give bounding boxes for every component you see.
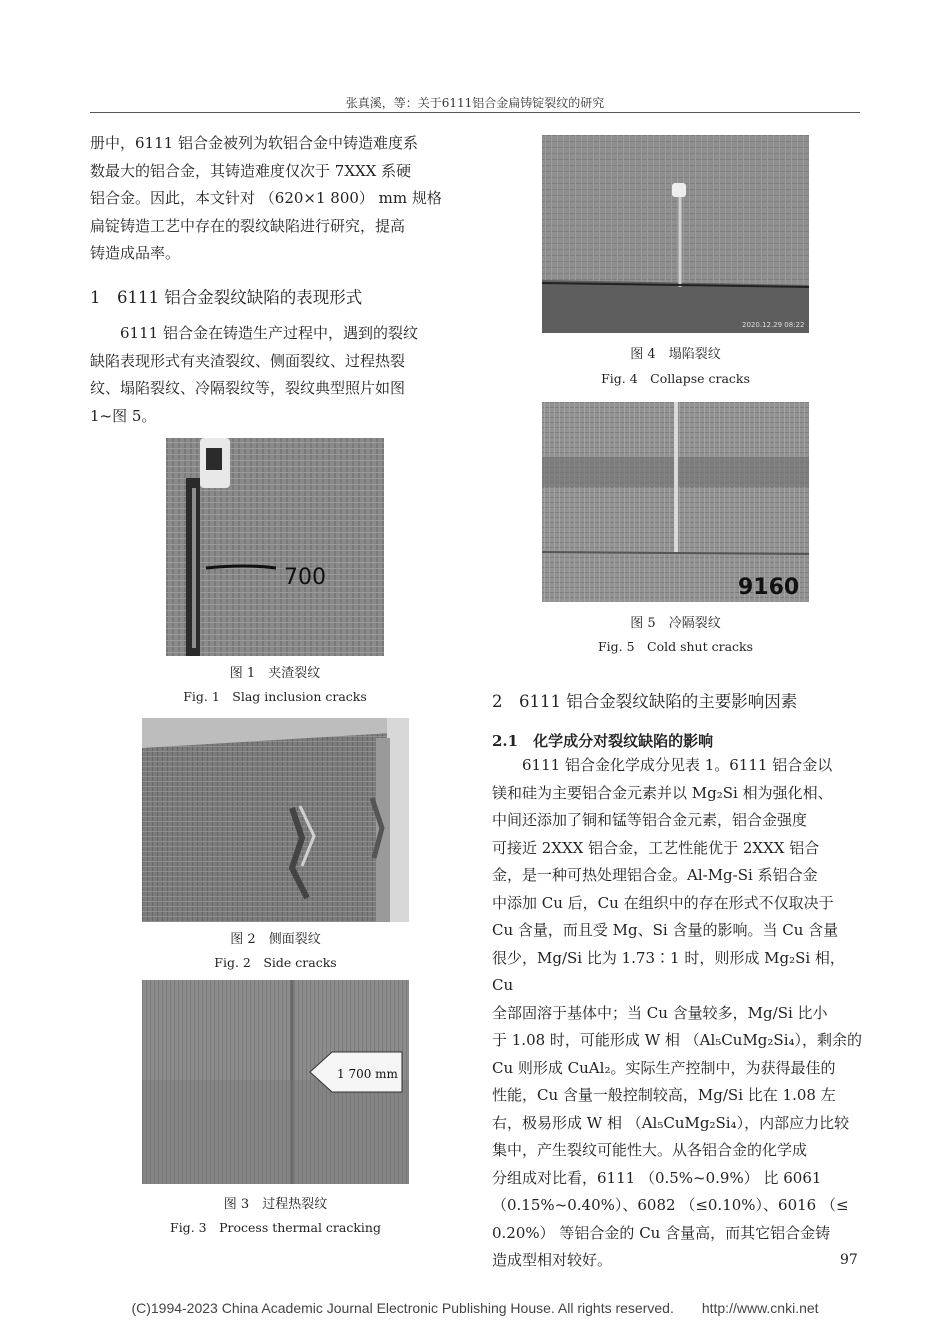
text-line: 扁锭铸造工艺中存在的裂纹缺陷进行研究，提高 <box>90 216 406 235</box>
section-2-1-paragraph <box>492 752 862 1275</box>
figure-3-label: 1 700 mm <box>337 1067 398 1081</box>
copyright-footer: (C)1994-2023 China Academic Journal Electronic Publishing House. All rights reserved. http://www.cnki.net <box>131 1300 819 1316</box>
text-line: Cu 含量，而且受 Mg、Si 含量的影响。当 Cu 含量 <box>492 921 839 939</box>
text-line: 于 1.08 时，可能形成 W 相 （Al₅CuMg₂Si₄），剩余的 <box>492 1031 862 1049</box>
text-line: 中添加 Cu 后，Cu 在组织中的存在形式不仅取决于 <box>492 893 834 912</box>
figure-5-caption-cn: 图 5 冷隔裂纹 <box>630 616 721 631</box>
figure-3-caption-cn: 图 3 过程热裂纹 <box>223 1197 328 1212</box>
text-line: 册中，6111 铝合金被列为软铝合金中铸造难度系 <box>90 134 418 152</box>
text-line: 铸造成品率。 <box>90 244 181 262</box>
figure-4-caption-cn: 图 4 塌陷裂纹 <box>630 347 721 362</box>
text-line: 可接近 2XXX 铝合金，工艺性能优于 2XXX 铝合 <box>492 838 820 857</box>
intro-paragraph <box>90 130 462 268</box>
text-line: 镁和硅为主要铝合金元素并以 Mg₂Si 相为强化相、 <box>492 783 833 802</box>
figure-2-photo <box>142 718 409 922</box>
section-2-heading: 2 6111 铝合金裂纹缺陷的主要影响因素 <box>492 692 798 711</box>
text-line: 1~图 5。 <box>90 406 157 425</box>
text-line: 性能，Cu 含量一般控制较高，Mg/Si 比在 1.08 左 <box>492 1086 836 1104</box>
text-line: 铝合金。因此，本文针对 （620×1 800） mm 规格 <box>90 189 442 207</box>
text-line: 全部固溶于基体中；当 Cu 含量较多，Mg/Si 比小 <box>492 1003 828 1022</box>
figure-5-photo <box>542 402 809 602</box>
text-line: 造成型相对较好。 <box>492 1251 613 1269</box>
text-line: 很少，Mg/Si 比为 1.73∶1 时，则形成 Mg₂Si 相，Cu <box>492 948 845 994</box>
text-line: 0.20%） 等铝合金的 Cu 含量高，而其它铝合金铸 <box>492 1223 831 1242</box>
text-line: 数最大的铝合金，其铸造难度仅次于 7XXX 系硬 <box>90 161 412 180</box>
text-line: （0.15%~0.40%）、6082 （≤0.10%）、6016 （≤ <box>492 1196 849 1214</box>
text-line: 缺陷表现形式有夹渣裂纹、侧面裂纹、过程热裂 <box>90 351 406 370</box>
section-2-1-heading: 2.1 化学成分对裂纹缺陷的影响 <box>492 732 714 750</box>
section-1-paragraph <box>90 320 462 430</box>
figure-4-caption-en: Fig. 4 Collapse cracks <box>601 371 750 386</box>
figure-1-mark: 700 <box>284 565 326 590</box>
figure-3-photo <box>142 980 409 1184</box>
figure-3-caption-en: Fig. 3 Process thermal cracking <box>170 1220 381 1235</box>
text-line: 右，极易形成 W 相 （Al₅CuMg₂Si₄），内部应力比较 <box>492 1113 850 1132</box>
text-line: Cu 则形成 CuAl₂。实际生产控制中，为获得最佳的 <box>492 1058 836 1077</box>
text-line: 分组成对比看，6111 （0.5%~0.9%） 比 6061 <box>492 1168 822 1187</box>
section-1-heading: 1 6111 铝合金裂纹缺陷的表现形式 <box>90 288 363 307</box>
figure-2-caption-cn: 图 2 侧面裂纹 <box>230 932 321 947</box>
figure-4-photo <box>542 135 809 333</box>
text-line: 6111 铝合金在铸造生产过程中，遇到的裂纹 <box>120 324 418 342</box>
figure-5-mark: 9160 <box>738 575 800 600</box>
figure-1-caption-en: Fig. 1 Slag inclusion cracks <box>183 689 367 704</box>
text-line: 纹、塌陷裂纹、冷隔裂纹等，裂纹典型照片如图 <box>90 379 406 397</box>
header-rule <box>90 112 860 113</box>
text-line: 中间还添加了铜和锰等铝合金元素，铝合金强度 <box>492 811 808 829</box>
figure-1-photo <box>166 438 384 656</box>
page-number: 97 <box>840 1252 858 1268</box>
text-line: 6111 铝合金化学成分见表 1。6111 铝合金以 <box>522 756 833 774</box>
figure-5-caption-en: Fig. 5 Cold shut cracks <box>597 639 754 654</box>
text-line: 集中，产生裂纹可能性大。从各铝合金的化学成 <box>492 1141 808 1159</box>
text-line: 金，是一种可热处理铝合金。Al-Mg-Si 系铝合金 <box>492 866 818 884</box>
figure-1-caption-cn: 图 1 夹渣裂纹 <box>229 666 321 681</box>
figure-2-caption-en: Fig. 2 Side cracks <box>214 955 337 970</box>
running-header: 张真溪，等：关于6111铝合金扁铸锭裂纹的研究 <box>345 96 605 110</box>
figure-4-stamp: 2020.12.29 08:22 <box>742 321 805 329</box>
